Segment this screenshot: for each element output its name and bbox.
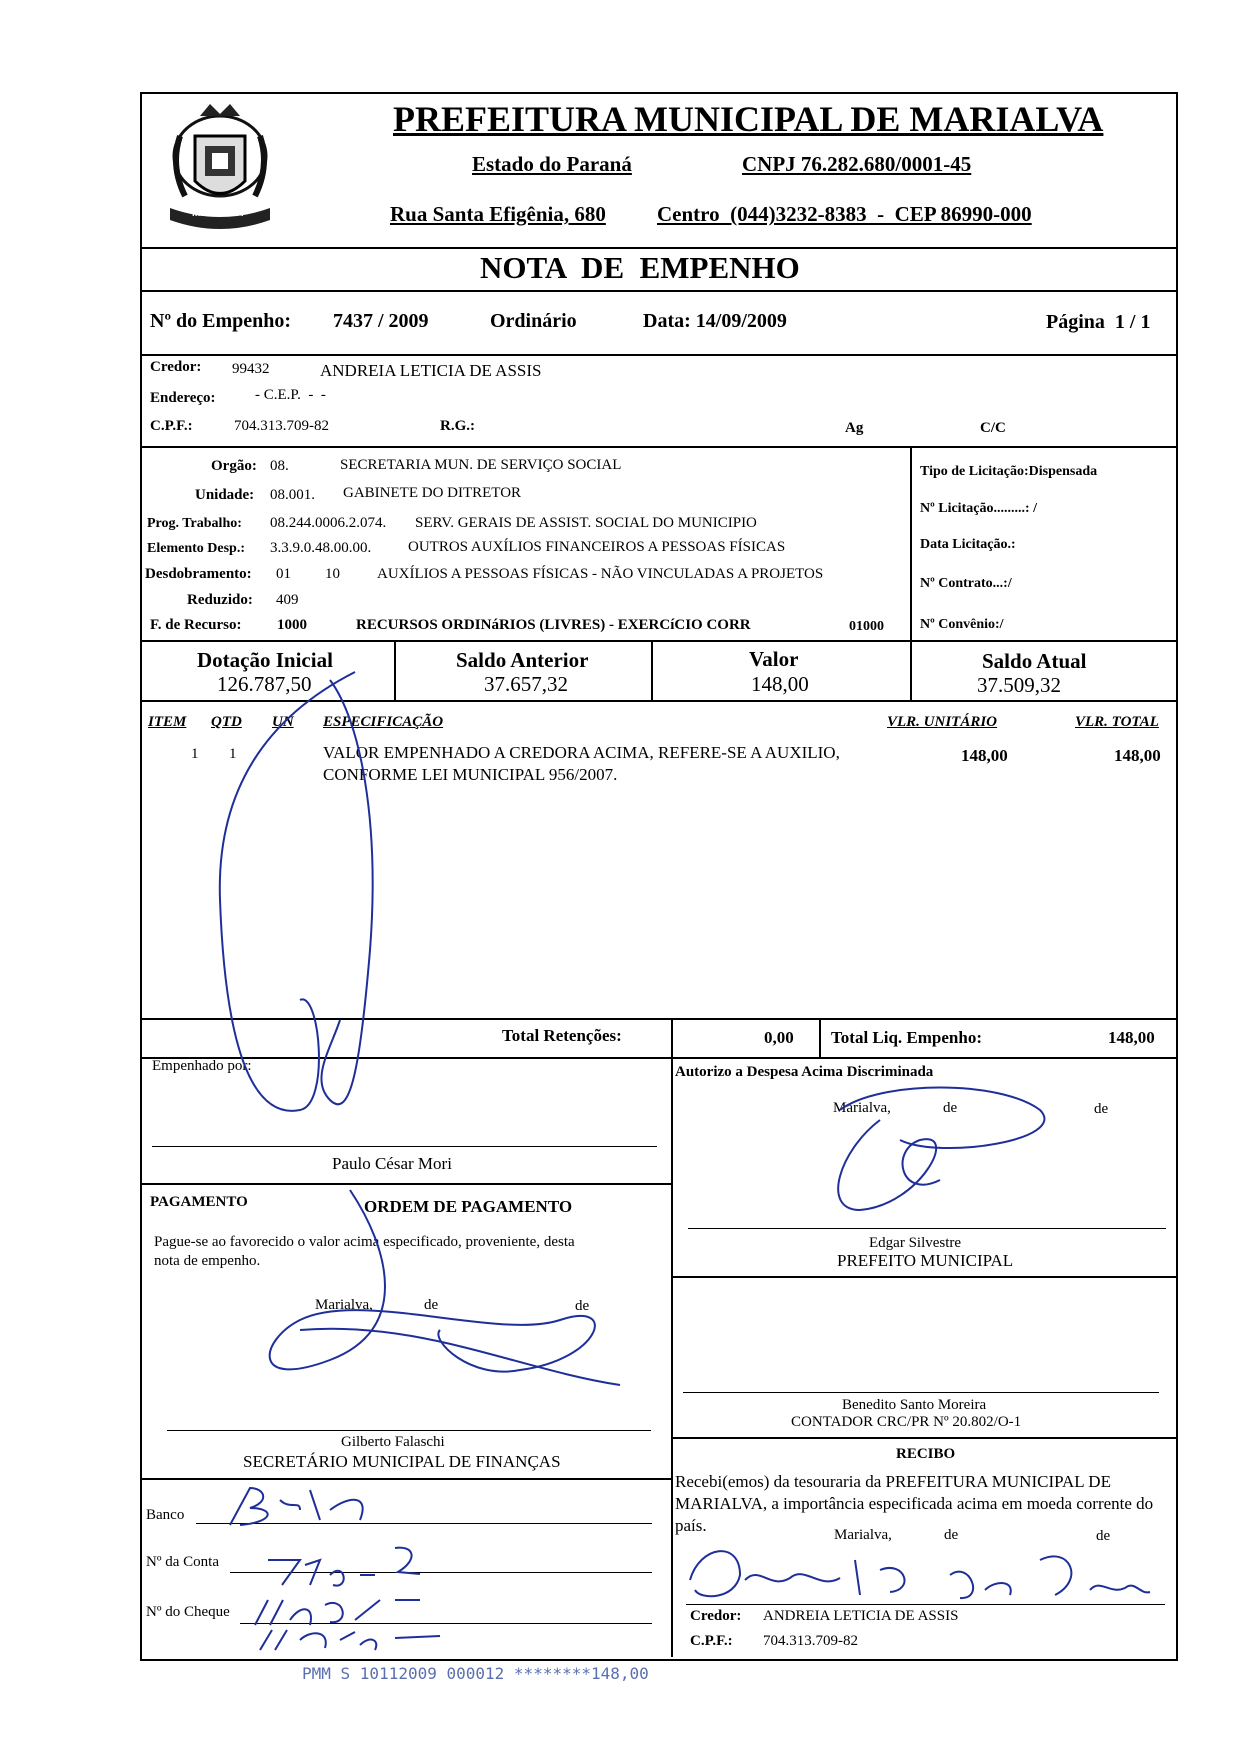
endereco-label: Endereço: bbox=[150, 390, 216, 406]
empenho-type: Ordinário bbox=[490, 310, 577, 332]
conta-label: Nº da Conta bbox=[146, 1554, 219, 1570]
empenho-number: 7437 / 2009 bbox=[333, 310, 429, 332]
contador-role: CONTADOR CRC/PR Nº 20.802/O-1 bbox=[791, 1414, 1022, 1430]
recibo-text-line2: MARIALVA, a importância especificada acima em moeda corrente do bbox=[675, 1494, 1154, 1513]
pagamento-de2: de bbox=[575, 1298, 590, 1314]
document-title: NOTA DE EMPENHO bbox=[480, 250, 800, 285]
licitacao-data: Data Licitação.: bbox=[920, 537, 1016, 552]
orgao-label: Orgão: bbox=[211, 458, 257, 474]
recurso-label: F. de Recurso: bbox=[150, 617, 242, 633]
ag-label: Ag bbox=[845, 420, 864, 436]
autorizo-name: Edgar Silvestre bbox=[869, 1235, 962, 1251]
items-header-espec: ESPECIFICAÇÃO bbox=[323, 714, 444, 730]
saldo-atual-value: 37.509,32 bbox=[977, 673, 1061, 697]
recibo-credor-label: Credor: bbox=[690, 1608, 742, 1624]
recibo-cpf-value: 704.313.709-82 bbox=[763, 1633, 858, 1649]
recurso-num: 01000 bbox=[849, 619, 884, 634]
recibo-cpf-label: C.P.F.: bbox=[690, 1633, 733, 1649]
cpf-label: C.P.F.: bbox=[150, 418, 193, 434]
rg-label: R.G.: bbox=[440, 418, 475, 434]
recurso-code: 1000 bbox=[277, 617, 307, 633]
valor-label: Valor bbox=[749, 647, 799, 671]
seal-text: MARIALVA bbox=[192, 208, 244, 219]
items-header-item: ITEM bbox=[148, 714, 187, 730]
autorizo-role: PREFEITO MUNICIPAL bbox=[837, 1251, 1014, 1270]
prog-desc: SERV. GERAIS DE ASSIST. SOCIAL DO MUNICIPIO bbox=[415, 515, 757, 531]
retencoes-label: Total Retenções: bbox=[502, 1026, 622, 1045]
autorizo-label: Autorizo a Despesa Acima Discriminada bbox=[675, 1064, 934, 1080]
liq-label: Total Liq. Empenho: bbox=[831, 1028, 982, 1047]
endereco-value: - C.E.P. - - bbox=[255, 387, 326, 403]
licitacao-convenio: Nº Convênio:/ bbox=[920, 617, 1004, 632]
dotacao-inicial-label: Dotação Inicial bbox=[197, 648, 333, 672]
cpf-value: 704.313.709-82 bbox=[234, 418, 329, 434]
licitacao-contrato: Nº Contrato...:/ bbox=[920, 576, 1012, 591]
empenhado-name: Paulo César Mori bbox=[332, 1154, 452, 1173]
unidade-label: Unidade: bbox=[195, 487, 255, 503]
header-state: Estado do Paraná bbox=[472, 152, 632, 176]
item-qtd: 1 bbox=[229, 746, 237, 762]
ordem-pagamento-label: ORDEM DE PAGAMENTO bbox=[364, 1197, 573, 1216]
item-total-value: 148,00 bbox=[1114, 746, 1161, 765]
recurso-desc: RECURSOS ORDINáRIOS (LIVRES) - EXERCíCIO CORR bbox=[356, 617, 751, 633]
contador-name: Benedito Santo Moreira bbox=[842, 1397, 987, 1413]
retencoes-value: 0,00 bbox=[764, 1028, 794, 1047]
pagamento-role: SECRETÁRIO MUNICIPAL DE FINANÇAS bbox=[243, 1452, 561, 1471]
unidade-code: 08.001. bbox=[270, 487, 315, 503]
desdobramento-code2: 10 bbox=[325, 566, 340, 582]
desdobramento-code1: 01 bbox=[276, 566, 291, 582]
recibo-title: RECIBO bbox=[896, 1446, 956, 1462]
orgao-desc: SECRETARIA MUN. DE SERVIÇO SOCIAL bbox=[340, 457, 622, 473]
cc-label: C/C bbox=[980, 420, 1006, 436]
desdobramento-desc: AUXÍLIOS A PESSOAS FÍSICAS - NÃO VINCULADAS A PROJETOS bbox=[377, 566, 824, 582]
prog-code: 08.244.0006.2.074. bbox=[270, 515, 387, 531]
page-number: Página 1 / 1 bbox=[1046, 311, 1151, 333]
autorizo-de2: de bbox=[1094, 1101, 1109, 1117]
recibo-credor-value: ANDREIA LETICIA DE ASSIS bbox=[763, 1608, 959, 1624]
licitacao-num: Nº Licitação.........: / bbox=[920, 501, 1037, 516]
pagamento-text-line2: nota de empenho. bbox=[154, 1253, 261, 1269]
empenho-number-label: Nº do Empenho: bbox=[150, 310, 292, 332]
items-header-unit: VLR. UNITÁRIO bbox=[887, 714, 998, 730]
recibo-text-line3: país. bbox=[675, 1516, 707, 1535]
header-title: PREFEITURA MUNICIPAL DE MARIALVA bbox=[393, 99, 1104, 139]
recibo-de1: de bbox=[944, 1527, 959, 1543]
header-address: Rua Santa Efigênia, 680 bbox=[390, 202, 606, 226]
banco-label: Banco bbox=[146, 1507, 185, 1523]
recibo-place: Marialva, bbox=[834, 1527, 892, 1543]
pagamento-label: PAGAMENTO bbox=[150, 1194, 248, 1210]
item-number: 1 bbox=[191, 746, 199, 762]
pagamento-de1: de bbox=[424, 1297, 439, 1313]
item-desc-line2: CONFORME LEI MUNICIPAL 956/2007. bbox=[323, 765, 618, 784]
prog-label: Prog. Trabalho: bbox=[147, 516, 242, 531]
item-desc-line1: VALOR EMPENHADO A CREDORA ACIMA, REFERE-SE A AUXILIO, bbox=[323, 743, 840, 762]
credor-name: ANDREIA LETICIA DE ASSIS bbox=[320, 361, 542, 380]
header-cnpj: CNPJ 76.282.680/0001-45 bbox=[742, 152, 972, 176]
items-header-total: VLR. TOTAL bbox=[1075, 714, 1159, 730]
header-address-rest: Centro (044)3232-8383 - CEP 86990-000 bbox=[657, 202, 1032, 226]
saldo-atual-label: Saldo Atual bbox=[982, 649, 1087, 673]
cheque-label: Nº do Cheque bbox=[146, 1604, 230, 1620]
recibo-de2: de bbox=[1096, 1528, 1111, 1544]
orgao-code: 08. bbox=[270, 458, 289, 474]
reduzido-code: 409 bbox=[276, 592, 299, 608]
item-unit-value: 148,00 bbox=[961, 746, 1008, 765]
licitacao-tipo: Tipo de Licitação:Dispensada bbox=[920, 464, 1098, 479]
credor-code: 99432 bbox=[232, 361, 270, 377]
pagamento-name: Gilberto Falaschi bbox=[341, 1434, 445, 1450]
elemento-code: 3.3.9.0.48.00.00. bbox=[270, 540, 372, 556]
reduzido-label: Reduzido: bbox=[187, 592, 253, 608]
coat-of-arms bbox=[150, 96, 290, 244]
unidade-desc: GABINETE DO DITRETOR bbox=[343, 485, 522, 501]
saldo-anterior-value: 37.657,32 bbox=[484, 672, 568, 696]
saldo-anterior-label: Saldo Anterior bbox=[456, 648, 589, 672]
items-header-qtd: QTD bbox=[211, 714, 242, 730]
credor-label: Credor: bbox=[150, 359, 202, 375]
empenhado-label: Empenhado por: bbox=[152, 1058, 252, 1074]
footer-stamp: PMM S 10112009 000012 ********148,00 bbox=[302, 1664, 649, 1683]
pagamento-text-line1: Pague-se ao favorecido o valor acima especificado, proveniente, desta bbox=[154, 1234, 575, 1250]
dotacao-inicial-value: 126.787,50 bbox=[217, 672, 312, 696]
valor-value: 148,00 bbox=[751, 672, 809, 696]
recibo-text-line1: Recebi(emos) da tesouraria da PREFEITURA MUNICIPAL DE bbox=[675, 1472, 1111, 1491]
liq-value: 148,00 bbox=[1108, 1028, 1155, 1047]
elemento-label: Elemento Desp.: bbox=[147, 541, 245, 556]
pagamento-place: Marialva, bbox=[315, 1297, 373, 1313]
autorizo-place: Marialva, bbox=[833, 1100, 891, 1116]
elemento-desc: OUTROS AUXÍLIOS FINANCEIROS A PESSOAS FÍSICAS bbox=[408, 539, 786, 555]
desdobramento-label: Desdobramento: bbox=[145, 566, 252, 582]
autorizo-de1: de bbox=[943, 1100, 958, 1116]
items-header-un: UN bbox=[272, 714, 294, 730]
empenho-date: Data: 14/09/2009 bbox=[643, 310, 787, 332]
